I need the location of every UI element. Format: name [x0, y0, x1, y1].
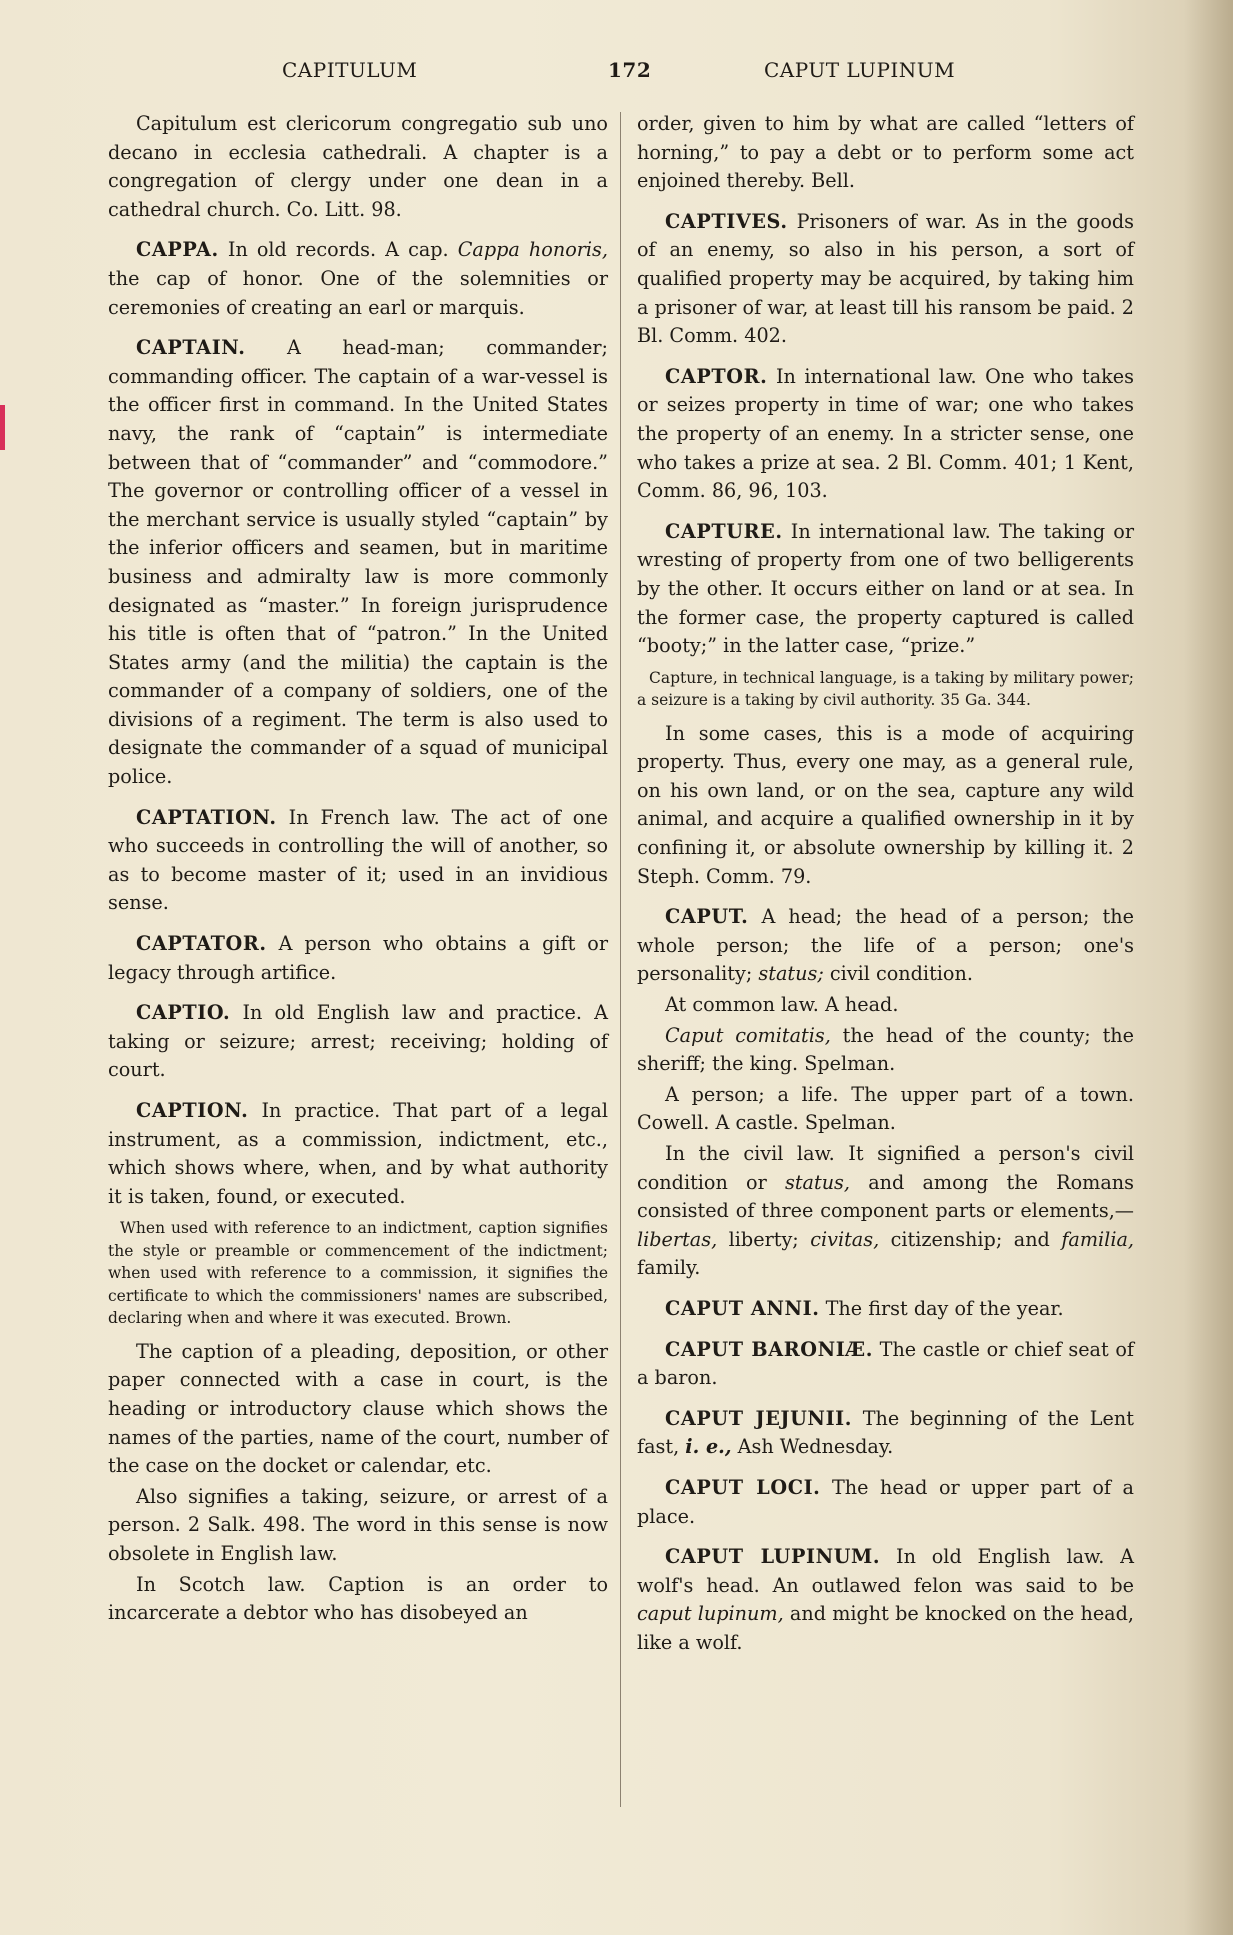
entry-text: family. [637, 1256, 701, 1280]
headword-caput-lupinum: CAPUT LUPINUM. [665, 1545, 881, 1569]
header-right-guide-word: CAPUT LUPINUM [764, 58, 956, 82]
entry-text: the cap of honor. One of the solemnities or ceremonies of creating an earl or marquis. [108, 266, 608, 319]
headword-captator: CAPTATOR. [136, 932, 267, 956]
entry-caput-paragraph: A person; a life. The upper part of a town. Cowell. A castle. Spelman. [637, 1082, 1134, 1135]
entry-captator [108, 930, 608, 987]
entry-text: the head of the county; the sheriff; the king. Spelman. [637, 1023, 1134, 1076]
running-header [0, 58, 1233, 90]
entry-captio [108, 999, 608, 1085]
entry-text: citizenship; and [879, 1227, 1062, 1251]
entry-text: A head-man; commander; commanding officer. The captain of a war-vessel is the officer first in command. In the United States navy, the rank of “captain” is intermediate between that of “commander” and “commodore.” The governor or controlling officer of a vessel in the merchant service is usually styled “captain” by the inferior officers and seamen, but in maritime business and admiralty law is more commonly designated as “master.” In foreign jurisprudence his title is often that of “patron.” In the United States army (and the militia) the captain is the commander of a company of soldiers, one of the divisions of a regiment. The term is also used to designate the commander of a squad of municipal police. [108, 336, 608, 789]
latin-term: status; [758, 962, 824, 986]
entry-text: In French law. The act of one who succeeds in controlling the will of another, so as to become master of it; used in an invidious sense. [108, 805, 608, 915]
entry-caput-anni [637, 1295, 1134, 1324]
entry-text: liberty; [717, 1227, 811, 1251]
entry-caption-paragraph: Also signifies a taking, seizure, or arrest of a person. 2 Salk. 498. The word in this sense is now obsolete in English law. [108, 1484, 608, 1566]
headword-captain: CAPTAIN. [136, 336, 246, 360]
headword-capture: CAPTURE. [665, 519, 783, 543]
entry-text: In international law. One who takes or seizes property in time of war; one who takes the property of an enemy. In a stricter sense, one who takes a prize at sea. 2 Bl. Comm. 401; 1 Kent, Comm. 86, 96, 103. [637, 364, 1134, 503]
page-number: 172 [608, 58, 652, 82]
headword-caput-loci: CAPUT LOCI. [665, 1475, 821, 1499]
column-divider [620, 112, 621, 1807]
entry-capitulum-definition: Capitulum est clericorum congregatio sub uno decano in ecclesia cathedrali. A chapter is a congregation of clergy under one dean in a cathedral church. Co. Litt. 98. [108, 112, 608, 221]
headword-captation: CAPTATION. [136, 805, 277, 829]
entry-caput-paragraph: At common law. A head. [665, 993, 899, 1017]
latin-term: Caput comitatis, [665, 1023, 831, 1047]
entry-text: The head or upper part of a place. [637, 1475, 1134, 1528]
latin-term: civitas, [810, 1227, 880, 1251]
entry-text: In old English law and practice. A taking or seizure; arrest; receiving; holding of court. [108, 1001, 608, 1082]
entry-text: The first day of the year. [819, 1296, 1064, 1320]
page-edge-mark [0, 405, 5, 450]
entry-text: and among the Romans consisted of three component parts or elements,— [637, 1170, 1134, 1223]
entry-text: and might be knocked on the head, like a wolf. [637, 1602, 1135, 1654]
headword-caput-baroniae: CAPUT BARONIÆ. [665, 1337, 874, 1361]
headword-captor: CAPTOR. [665, 364, 768, 388]
entry-caption-continued: order, given to him by what are called “letters of horning,” to pay a debt or to perform some act enjoined thereby. Bell. [637, 112, 1134, 193]
header-left-guide-word: CAPITULUM [282, 58, 418, 82]
entry-text: The castle or chief seat of a baron. [637, 1337, 1134, 1390]
headword-caput-jejunii: CAPUT JEJUNII. [665, 1406, 852, 1430]
latin-term: caput lupinum, [637, 1602, 784, 1626]
right-column [637, 110, 1134, 1670]
entry-capture-note: Capture, in technical language, is a taking by military power; a seizure is a taking by civil authority. 35 Ga. 344. [637, 668, 1134, 710]
entry-caption-note: When used with reference to an indictment, caption signifies the style or preamble or commencement of the indictment; when used with reference to a commission, it signifies the certificate to which the commissioners' names are subscribed, declaring when and where it was executed. Brown. [108, 1219, 608, 1328]
headword-cappa: CAPPA. [136, 238, 219, 262]
entry-captain [108, 334, 608, 792]
entry-text: In old records. A cap. [218, 238, 458, 262]
headword-caput-anni: CAPUT ANNI. [665, 1296, 820, 1320]
latin-term: familia, [1061, 1227, 1134, 1251]
entry-caption-paragraph: The caption of a pleading, deposition, or other paper connected with a case in court, is the heading or introductory clause which shows the names of the parties, name of the court, number of the case on the docket or calendar, etc. [108, 1339, 608, 1478]
entry-caput-loci [637, 1474, 1134, 1531]
entry-text: Ash Wednesday. [731, 1435, 894, 1459]
entry-text: In the civil law. It signified a person's civil condition or [637, 1142, 1134, 1194]
headword-captio: CAPTIO. [136, 1001, 231, 1025]
entry-text: A person who obtains a gift or legacy through artifice. [108, 932, 608, 984]
latin-term: i. e., [685, 1435, 732, 1459]
left-column [108, 110, 608, 1630]
entry-caput-paragraph [637, 1022, 1134, 1079]
entry-capture-paragraph: In some cases, this is a mode of acquiring property. Thus, every one may, as a general rule, on his own land, or on the sea, capture any wild animal, and acquire a qualified ownership in it by confining it, or absolute ownership by killing it. 2 Steph. Comm. 79. [637, 721, 1134, 888]
entry-caption [108, 1097, 608, 1211]
latin-term: libertas, [637, 1227, 718, 1251]
entry-text: A head; the head of a person; the whole person; the life of a person; one's personality; [637, 905, 1134, 986]
headword-captives: CAPTIVES. [665, 209, 788, 233]
headword-caput: CAPUT. [665, 905, 749, 929]
headword-caption: CAPTION. [136, 1099, 249, 1122]
entry-text: civil condition. [823, 962, 973, 986]
entry-caput [637, 903, 1134, 989]
entry-captation [108, 804, 608, 918]
entry-text: In old English law. A wolf's head. An outlawed felon was said to be [637, 1545, 1134, 1597]
entry-text: In practice. That part of a legal instrument, as a commission, indictment, etc., which shows where, when, and by what authority it is taken, found, or executed. [108, 1099, 608, 1208]
entry-caput-jejunii [637, 1405, 1134, 1462]
entry-captor [637, 363, 1134, 506]
entry-text: In international law. The taking or wresting of property from one of two belligerents by the other. It occurs either on land or at sea. In the former case, the property captured is called “booty;” in the latter case, “prize.” [637, 519, 1134, 658]
entry-captives [637, 208, 1134, 351]
entry-text: Prisoners of war. As in the goods of an enemy, so also in his person, a sort of qualified property may be acquired, by taking him a prisoner of war, at least till his ransom be paid. 2 Bl. Comm. 402. [637, 209, 1134, 348]
entry-text: The beginning of the Lent fast, [637, 1406, 1134, 1459]
entry-caption-paragraph: In Scotch law. Caption is an order to incarcerate a debtor who has disobeyed an [108, 1572, 608, 1625]
entry-caput-lupinum [637, 1543, 1134, 1657]
latin-term: Cappa honoris, [457, 238, 608, 262]
entry-capture [637, 518, 1134, 661]
entry-cappa [108, 236, 608, 322]
entry-caput-baroniae [637, 1336, 1134, 1393]
entry-caput-paragraph [637, 1140, 1134, 1283]
latin-term: status, [784, 1170, 850, 1194]
